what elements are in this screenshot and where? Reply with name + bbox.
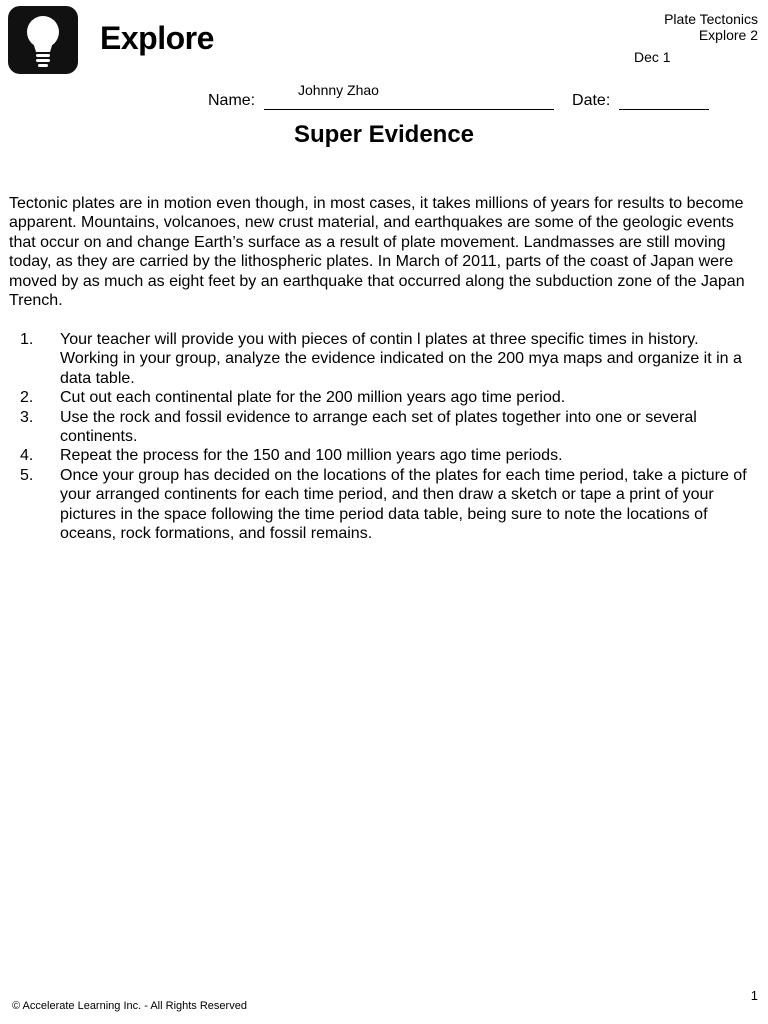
step-text: Cut out each continental plate for the 200 million years ago time period.: [60, 389, 566, 407]
procedure-list: [0, 330, 768, 543]
step-text: Once your group has decided on the locations of the plates for each time period, take a picture of your arranged continents for each time period, and then draw a sketch or tape a print of your pictures in the space following the time period data table, being sure to note the locations of oceans, rock formations, and fossil remains.: [60, 466, 747, 543]
step-number: 4.: [20, 447, 34, 465]
name-date-row: [208, 92, 709, 110]
step-number: 3.: [20, 408, 34, 426]
step-number: 5.: [20, 466, 34, 484]
unit-heading: [664, 11, 758, 43]
list-item: [0, 446, 768, 465]
step-text: Your teacher will provide you with pieces of contin l plates at three specific times in history. Working in your group, analyze the evidence indicated on the 200 mya maps and organize it in a data table.: [60, 331, 742, 387]
step-text: Use the rock and fossil evidence to arrange each set of plates together into one or several continents.: [60, 408, 697, 446]
brand-title: Explore: [100, 20, 214, 56]
unit-name: Plate Tectonics: [664, 11, 758, 27]
date-label: Date:: [572, 92, 611, 109]
list-item: [0, 408, 768, 447]
date-value: Dec 1: [634, 49, 671, 65]
lightbulb-icon: [8, 6, 78, 74]
step-number: 2.: [20, 389, 34, 407]
step-number: 1.: [20, 331, 34, 348]
section-name: Explore 2: [698, 27, 758, 43]
step-text: Repeat the process for the 150 and 100 million years ago time periods.: [60, 447, 563, 465]
page-title: Super Evidence: [293, 121, 475, 148]
list-item: [0, 330, 768, 388]
intro-paragraph: Tectonic plates are in motion even though, in most cases, it takes millions of years for results to become apparent. Mountains, volcanoes, new crust material, and earthquakes are some of the geologic events that occur on and change Earth’s surface as a result of plate movement. Landmasses are still moving today, as they are carried by the lithospheric plates. In March of 2011, parts of the coast of Japan were moved by as much as eight feet by an earthquake that occurred along the subduction zone of the Japan Trench.: [9, 195, 745, 310]
page-number: 1: [750, 988, 758, 1003]
list-item: [0, 388, 768, 407]
name-label: Name:: [208, 92, 256, 109]
name-field[interactable]: [264, 93, 554, 110]
date-field[interactable]: [619, 93, 709, 110]
list-item: [0, 466, 768, 544]
copyright-footer: © Accelerate Learning Inc. - All Rights Reserved: [12, 1000, 247, 1012]
name-value: Johnny Zhao: [298, 82, 379, 98]
